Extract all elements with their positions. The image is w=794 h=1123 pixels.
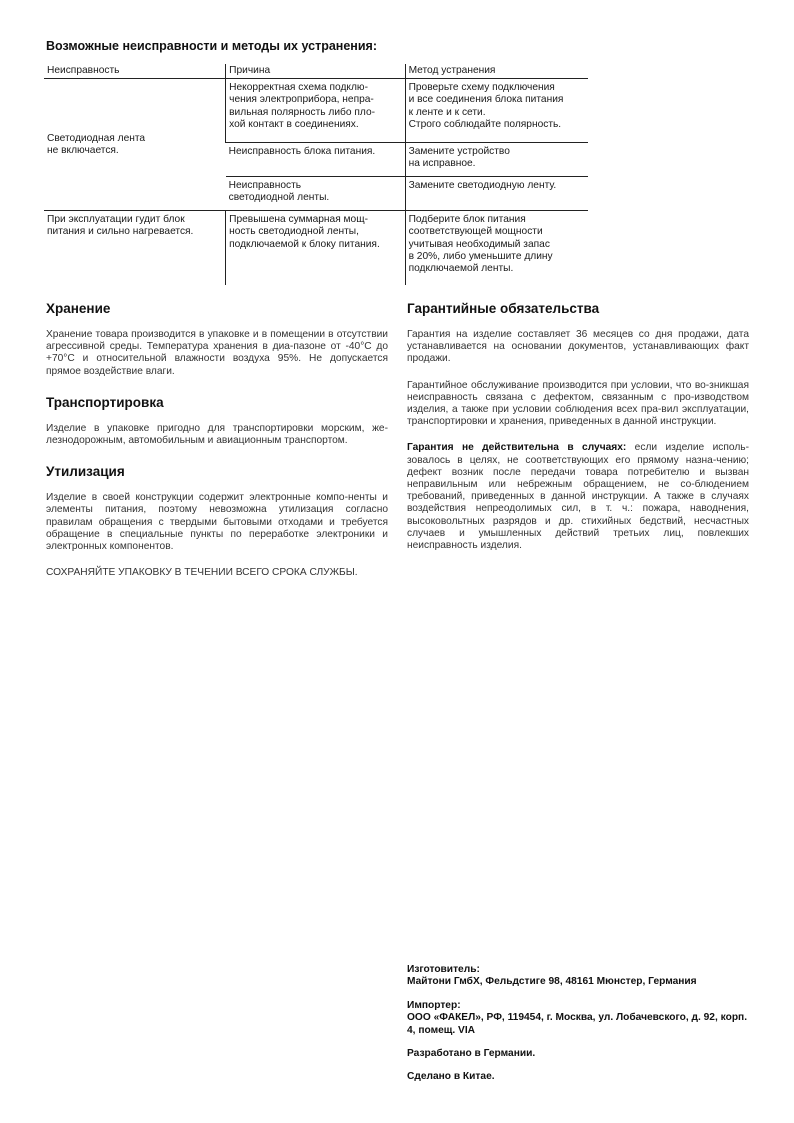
packaging-notice: СОХРАНЯЙТЕ УПАКОВКУ В ТЕЧЕНИИ ВСЕГО СРОКА СЛУЖБЫ. — [46, 567, 358, 579]
cause-cell — [226, 177, 405, 211]
cause-text: Некорректная схема подклю- чения электроприбора, непра- вильная полярность либо пло- хой контакт в соединениях. — [229, 82, 376, 130]
cause-text: Неисправность светодиодной ленты. — [228, 180, 330, 204]
cause-cell — [226, 143, 405, 177]
method-cell — [405, 143, 588, 177]
developed-in: Разработано в Германии. — [407, 1048, 536, 1060]
right-column — [407, 300, 749, 566]
method-text: Подберите блок питания соответствующей мощности учитывая необходимый запас в 20%, либо уменьшите длину подключаемой ленты. — [408, 214, 553, 275]
warranty-heading: Гарантийные обязательства — [407, 301, 600, 316]
method-cell — [405, 177, 588, 211]
manufacturer-value: Майтони ГмбХ, Фельдстиге 98, 48161 Мюнстер, Германия — [407, 976, 697, 988]
manufacturer-label: Изготовитель: — [407, 964, 480, 975]
troubleshooting-title: Возможные неисправности и методы их устранения: — [46, 39, 377, 53]
column-header-method: Метод устранения — [405, 64, 588, 79]
manufacturer-block — [407, 964, 757, 989]
transport-section — [46, 394, 388, 447]
method-text: Замените светодиодную ленту. — [408, 180, 557, 192]
importer-block — [407, 1000, 757, 1037]
table-row — [44, 79, 588, 143]
disposal-section — [46, 463, 388, 579]
manufacturer-info — [407, 964, 757, 1095]
method-text: Замените устройство на исправное. — [408, 146, 510, 170]
warranty-exclusions-body: если изделие исполь-зовалось в целях, не соответствующих его прямому назна-чению; дефект возник после передачи товара потребителю и вызван неправильным или небрежным обращением, не со-блюдением требований, приведенных в данной инструкции. А также в случаях воздействия непреодолимых сил, в т. ч.: пожара, наводнения, высоковольтных разрядов и др. стихийных бедствий, несчастных случаев и умышленных действий третьих лиц, повлекших неисправность изделия. — [407, 442, 749, 552]
table-row — [44, 211, 588, 285]
warranty-exclusions-label: Гарантия не действительна в случаях: — [407, 442, 627, 454]
storage-text: Хранение товара производится в упаковке и в помещении в отсутствии агрессивной среды. Температура хранения в диа-пазоне от -40°C до +70°C и относительной влажности воздуха 95%. Не допускается прямое воздействие влаги. — [46, 329, 388, 377]
table-header-row — [44, 64, 588, 79]
fault-cell — [44, 79, 226, 211]
disposal-text: Изделие в своей конструкции содержит электронные компо-ненты и элементы питания, поэтому невозможна утилизация согласно правилам обращения с твердыми бытовыми отходами и требуется обращение в специальные пункты по переработке электроники и электронных компонентов. — [46, 492, 388, 553]
column-header-cause: Причина — [226, 64, 405, 79]
importer-label: Импортер: — [407, 999, 461, 1011]
method-cell — [405, 79, 588, 143]
cause-cell — [226, 211, 405, 285]
troubleshooting-table — [44, 64, 588, 285]
disposal-heading: Утилизация — [46, 464, 125, 480]
cause-cell — [226, 79, 405, 143]
warranty-service-text: Гарантийное обслуживание производится при условии, что во-зникшая неисправность связана с дефектом, связанным с про-изводством изделия, а также при условии соблюдения всех пра-вил эксплуатации, транспортировки и хранения, приведенных в данной инструкции. — [407, 379, 749, 428]
column-header-fault: Неисправность — [44, 64, 226, 79]
warranty-exclusions-text — [407, 442, 749, 552]
transport-heading: Транспортировка — [46, 394, 164, 410]
warranty-section — [407, 300, 749, 552]
left-column — [46, 300, 388, 579]
storage-section — [46, 300, 388, 378]
warranty-term-text: Гарантия на изделие составляет 36 месяцев со дня продажи, дата устанавливается на основании документов, устанавливающих факт продажи. — [407, 329, 749, 365]
cause-text: Превышена суммарная мощ- ность светодиодной ленты, подключаемой к блоку питания. — [229, 214, 380, 250]
fault-cell — [44, 211, 226, 285]
fault-text: Светодиодная лента не включается. — [47, 132, 146, 156]
transport-text: Изделие в упаковке пригодно для транспортировки морским, же-лезнодорожным, автомобильным и авиационным транспортом. — [46, 422, 388, 447]
method-cell — [405, 211, 588, 285]
importer-value: ООО «ФАКЕЛ», РФ, 119454, г. Москва, ул. Лобачевского, д. 92, корп. 4, помещ. VIA — [407, 1012, 748, 1036]
fault-text: При эксплуатации гудит блок питания и сильно нагревается. — [47, 214, 194, 238]
storage-heading: Хранение — [46, 301, 111, 316]
cause-text: Неисправность блока питания. — [228, 146, 376, 158]
made-in: Сделано в Китае. — [407, 1071, 495, 1083]
method-text: Проверьте схему подключения и все соединения блока питания к ленте и к сети. Строго соблюдайте полярность. — [408, 82, 564, 130]
